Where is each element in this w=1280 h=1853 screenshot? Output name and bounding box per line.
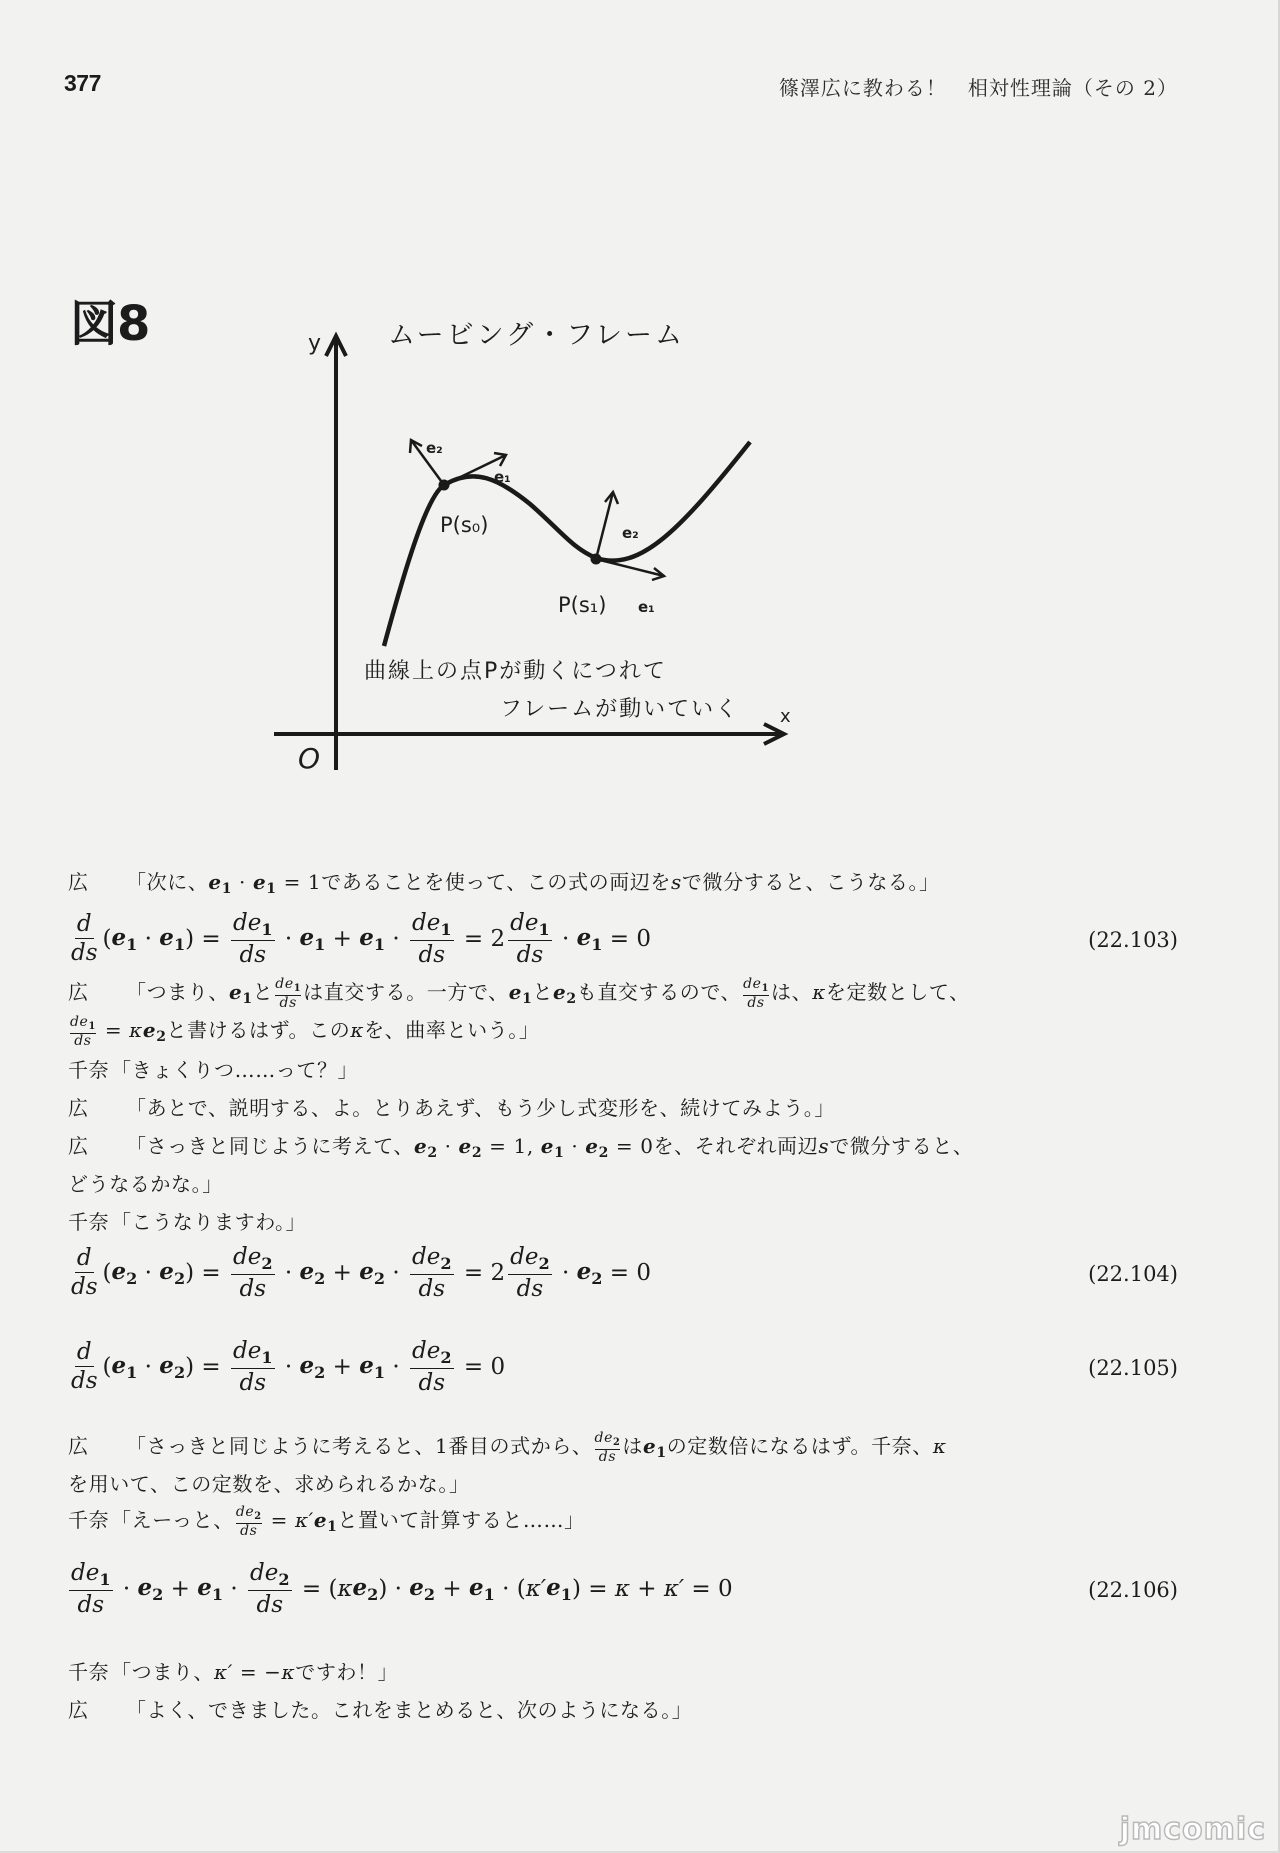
equation-22-103: $\frac{d}{ds}$ ( $e_1$ · $e_1$ ) = $\frac{de_1}{ds}$ · $e_1$ + $e_1$ · $\frac{de_1}{ds}$ = 2 $\frac{de_1}{ds}$ · $e_1$ = 0: [71, 910, 651, 968]
e1-vector-p1: [596, 559, 664, 576]
y-axis-label: y: [308, 331, 322, 356]
dialog-line-13: 広 「よく、できました。これをまとめると、次のようになる。」: [68, 1698, 693, 1722]
figure-label: 図8: [70, 296, 150, 352]
equation-22-105: $\frac{d}{ds}$ ( $e_1$ · $e_2$ ) = $\frac{de_1}{ds}$ · $e_2$ + $e_1$ · $\frac{de_2}{ds}$ = 0: [71, 1338, 506, 1396]
dialog-line-1: 広 「次に、$e_1 \cdot e_1 = 1$であることを使って、この式の両辺をsで微分すると、こうなる。」: [68, 866, 940, 897]
e2-label-p0: e₂: [426, 439, 443, 457]
moving-frame-figure: [260, 320, 800, 780]
dialog-line-11: 千奈「えーっと、 $\frac{de_2}{ds}$ = $\kappa'e_1$と置いて計算すると……」: [68, 1503, 585, 1540]
dialog-line-12: 千奈「つまり、κ′ = −κですわ！」: [68, 1660, 399, 1684]
equation-22-104: $\frac{d}{ds}$ ( $e_2$ · $e_2$ ) = $\frac{de_2}{ds}$ · $e_2$ + $e_2$ · $\frac{de_2}{ds}$ = 2 $\frac{de_2}{ds}$ · $e_2$ = 0: [71, 1244, 651, 1302]
dialog-line-5: 広 「あとで、説明する、よ。とりあえず、もう少し式変形を、続けてみよう。」: [68, 1096, 835, 1120]
x-axis-label: x: [780, 706, 791, 727]
watermark: jmcomic: [1119, 1812, 1266, 1847]
e2-vector-p1: [596, 492, 613, 559]
e1-label-p0: e₁: [494, 468, 511, 486]
book-title: 篠澤広に教わる！ 相対性理論（その 2）: [778, 76, 1178, 100]
e1-label-p1: e₁: [638, 598, 655, 616]
caption-line2: フレームが動いていく: [500, 697, 740, 722]
equation-number-22-105: (22.105): [1088, 1356, 1178, 1380]
point-p1-label: P(s₁): [558, 593, 607, 617]
origin-label: O: [298, 742, 321, 775]
e2-label-p1: e₂: [622, 524, 639, 542]
equation-number-22-103: (22.103): [1088, 928, 1178, 952]
equation-22-106: $\frac{de_1}{ds}$ · $e_2$ + $e_1$ · $\frac{de_2}{ds}$ = ( κ $e_2$ ) · $e_2$ + $e_1$ · ( κ′ $e_1$ ) = κ + κ′ = 0: [71, 1560, 733, 1618]
page-number: 377: [64, 70, 101, 96]
dialog-line-8: 千奈「こうなりますわ。」: [68, 1210, 307, 1234]
dialog-line-9: 広 「さっきと同じように考えると、1番目の式から、 $\frac{de_2}{ds}$ は$e_1$の定数倍になるはず。千奈、κ: [68, 1429, 947, 1466]
dialog-line-6: 広 「さっきと同じように考えて、$e_2 \cdot e_2 = 1$, $e_1 \cdot e_2 = 0$を、それぞれ両辺sで微分すると、: [68, 1134, 974, 1162]
dialog-line-7: どうなるかな。」: [68, 1172, 223, 1196]
equation-number-22-104: (22.104): [1088, 1262, 1178, 1286]
dialog-line-2: 広 「つまり、$e_1$と $\frac{de_1}{ds}$ は直交する。一方で、$e_1$と$e_2$も直交するので、 $\frac{de_1}{ds}$ は、κを定数として、: [68, 975, 970, 1012]
caption-line1: 曲線上の点Pが動くにつれて: [364, 659, 667, 684]
speaker: 広: [68, 870, 89, 894]
dialog-line-10: を用いて、この定数を、求められるかな。」: [68, 1472, 470, 1496]
figure-title: ムービング・フレーム: [388, 320, 686, 351]
equation-number-22-106: (22.106): [1088, 1578, 1178, 1602]
dialog-line-3: $\frac{de_1}{ds}$ = $\kappa e_2$と書けるはず。このκを、曲率という。」: [70, 1013, 540, 1050]
point-p0-label: P(s₀): [440, 513, 489, 537]
dialog-line-4: 千奈「きょくりつ……って？」: [68, 1058, 359, 1082]
